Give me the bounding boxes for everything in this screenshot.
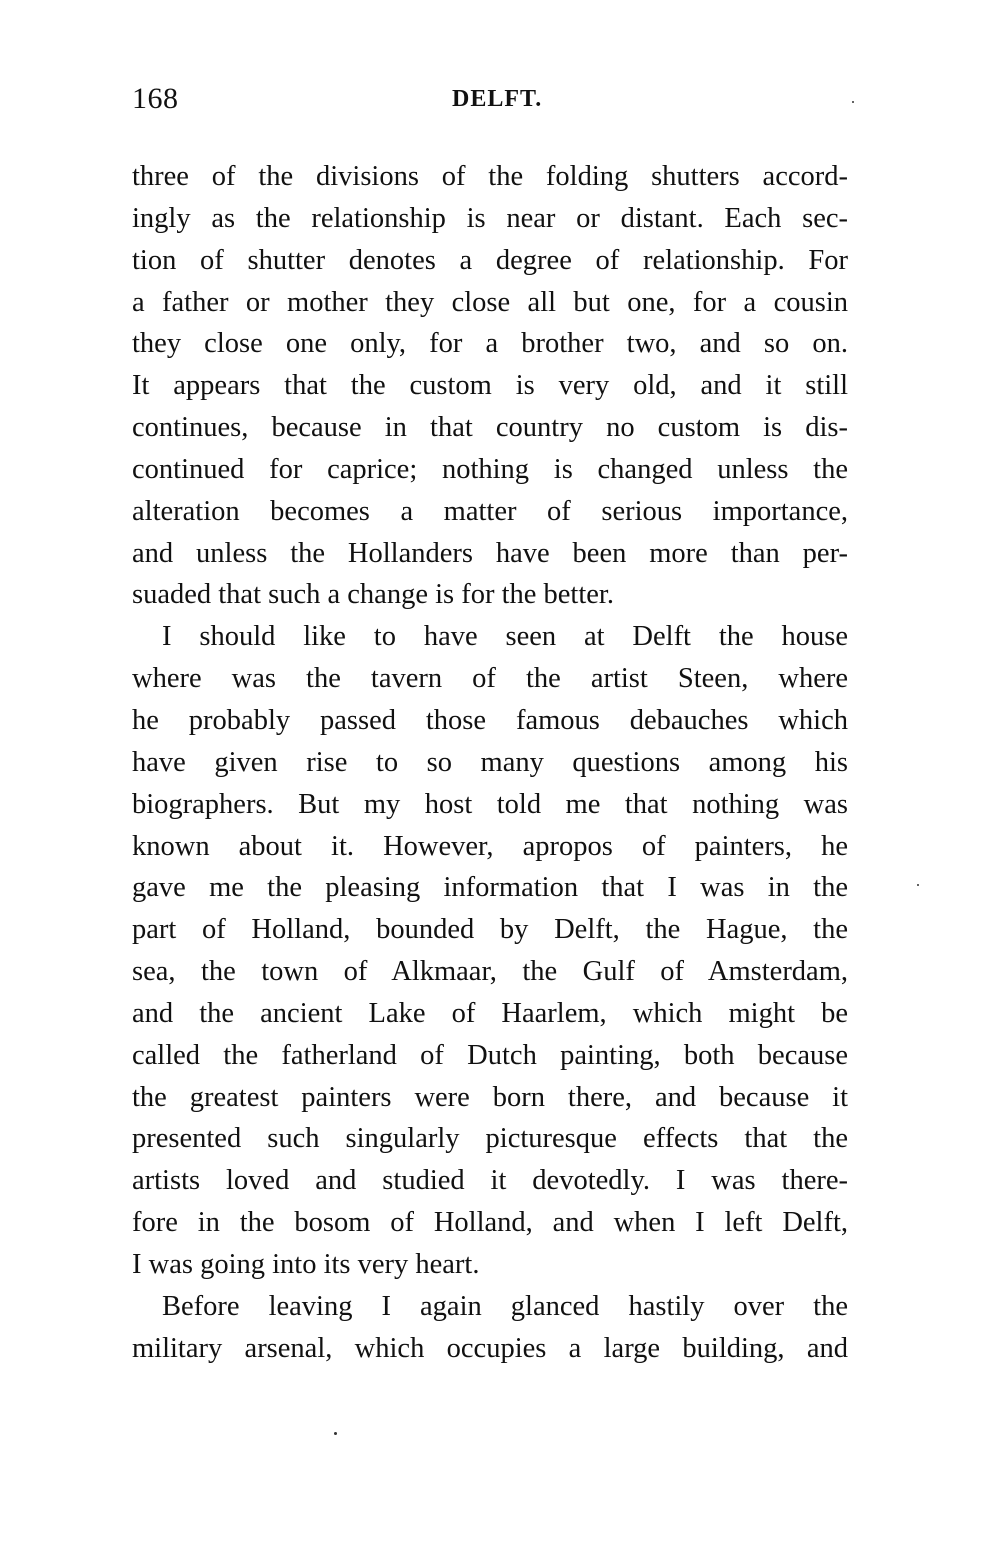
text-line: presented such singularly picturesque effects that the [132, 1123, 848, 1155]
text-line: called the fatherland of Dutch painting, both because [132, 1039, 848, 1071]
text-line: part of Holland, bounded by Delft, the Hague, the [132, 914, 848, 946]
text-line: Before leaving I again glanced hastily over the [162, 1290, 848, 1322]
text-line: military arsenal, which occupies a large building, and [132, 1332, 848, 1364]
text-line: the greatest painters were born there, and because it [132, 1081, 848, 1113]
page-number: 168 [132, 82, 179, 115]
text-line: suaded that such a change is for the better. [132, 579, 614, 611]
text-line: I should like to have seen at Delft the house [162, 621, 848, 653]
page-header [132, 82, 848, 126]
text-line: It appears that the custom is very old, and it still [132, 370, 848, 402]
text-line: and the ancient Lake of Haarlem, which might be [132, 997, 848, 1029]
text-line: I was going into its very heart. [132, 1248, 480, 1280]
paragraph-1 [132, 156, 848, 616]
text-line: tion of shutter denotes a degree of relationship. For [132, 244, 848, 276]
text-line: and unless the Hollanders have been more than per- [132, 537, 848, 569]
paragraph-3 [132, 1286, 848, 1370]
text-line: where was the tavern of the artist Steen, where [132, 663, 848, 695]
print-speck [917, 884, 919, 886]
text-line: artists loved and studied it devotedly. I was there- [132, 1165, 848, 1197]
paragraph-2 [132, 616, 848, 1286]
text-line: continued for caprice; nothing is changed unless the [132, 453, 848, 485]
print-speck [334, 1432, 337, 1435]
text-line: three of the divisions of the folding shutters accord- [132, 161, 848, 192]
text-line: gave me the pleasing information that I was in the [132, 872, 848, 904]
text-line: known about it. However, apropos of painters, he [132, 830, 848, 862]
print-speck [852, 101, 854, 103]
text-line: a father or mother they close all but one, for a cousin [132, 286, 848, 318]
body-text [132, 156, 848, 1369]
text-line: he probably passed those famous debauches which [132, 704, 848, 736]
running-head: DELFT. [452, 86, 543, 112]
text-line: they close one only, for a brother two, and so on. [132, 328, 848, 360]
text-line: sea, the town of Alkmaar, the Gulf of Amsterdam, [132, 956, 848, 988]
text-line: have given rise to so many questions among his [132, 746, 848, 778]
text-line: fore in the bosom of Holland, and when I left Delft, [132, 1207, 848, 1239]
text-line: alteration becomes a matter of serious importance, [132, 495, 848, 527]
text-line: biographers. But my host told me that nothing was [132, 788, 848, 820]
text-line: continues, because in that country no custom is dis- [132, 412, 848, 444]
text-line: ingly as the relationship is near or distant. Each sec- [132, 202, 848, 234]
